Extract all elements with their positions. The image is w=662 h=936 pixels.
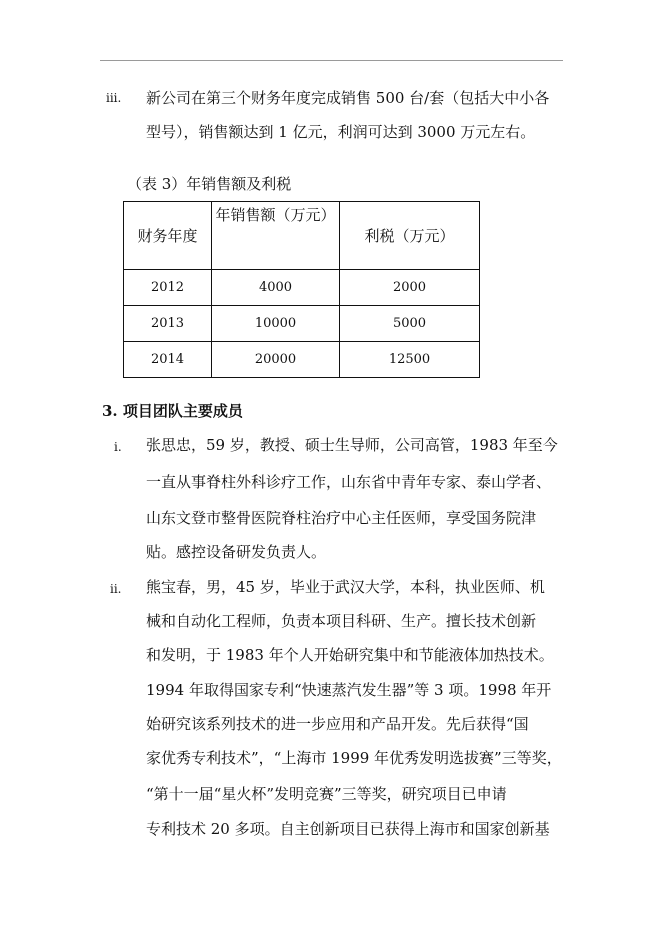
table-row — [124, 342, 480, 378]
member-2-line-5: 始研究该系列技术的进一步应用和产品开发。先后获得“国 — [146, 715, 529, 733]
member-2-line-2: 械和自动化工程师，负责本项目科研、生产。擅长技术创新 — [146, 612, 537, 630]
table-header-row — [124, 202, 480, 270]
member-1-line-3: 山东文登市整骨医院脊柱治疗中心主任医师，享受国务院津 — [146, 509, 537, 527]
header-fiscal-year: 财务年度 — [124, 202, 212, 270]
list-marker-i: i. — [114, 440, 122, 454]
cell-profit: 12500 — [340, 342, 480, 378]
cell-sales: 20000 — [212, 342, 340, 378]
table-caption: （表 3）年销售额及利税 — [127, 175, 292, 193]
sales-table — [123, 201, 480, 378]
member-1-line-4: 贴。感控设备研发负责人。 — [146, 543, 327, 561]
cell-year: 2012 — [124, 270, 212, 306]
member-2-line-7: “第十一届“星火杯”发明竞赛”三等奖，研究项目已申请 — [146, 785, 507, 803]
table-row — [124, 306, 480, 342]
member-2-line-1: 熊宝春，男，45 岁，毕业于武汉大学，本科，执业医师、机 — [146, 578, 545, 596]
member-2-line-6: 家优秀专利技术”，“上海市 1999 年优秀发明选拔赛”三等奖， — [146, 749, 562, 767]
section-heading: 3. 项目团队主要成员 — [102, 402, 243, 420]
member-2-line-4: 1994 年取得国家专利“快速蒸汽发生器”等 3 项。1998 年开 — [146, 681, 552, 699]
cell-year: 2013 — [124, 306, 212, 342]
member-1-line-2: 一直从事脊柱外科诊疗工作，山东省中青年专家、泰山学者、 — [146, 473, 552, 491]
table-row — [124, 270, 480, 306]
list-marker-ii: ii. — [110, 582, 122, 596]
header-annual-sales: 年销售额（万元） — [212, 202, 340, 270]
cell-sales: 4000 — [212, 270, 340, 306]
item-iii-line-2: 型号），销售额达到 1 亿元，利润可达到 3000 万元左右。 — [146, 123, 536, 141]
header-rule — [100, 60, 563, 61]
cell-year: 2014 — [124, 342, 212, 378]
member-1-line-1: 张思忠，59 岁，教授、硕士生导师，公司高管，1983 年至今 — [146, 436, 558, 454]
cell-sales: 10000 — [212, 306, 340, 342]
cell-profit: 5000 — [340, 306, 480, 342]
member-2-line-3: 和发明，于 1983 年个人开始研究集中和节能液体加热技术。 — [146, 646, 554, 664]
member-2-line-8: 专利技术 20 多项。自主创新项目已获得上海市和国家创新基 — [146, 820, 550, 838]
header-profit-tax: 利税（万元） — [340, 202, 480, 270]
list-marker-iii: iii. — [106, 91, 122, 105]
cell-profit: 2000 — [340, 270, 480, 306]
item-iii-line-1: 新公司在第三个财务年度完成销售 500 台/套（包括大中小各 — [146, 89, 550, 107]
